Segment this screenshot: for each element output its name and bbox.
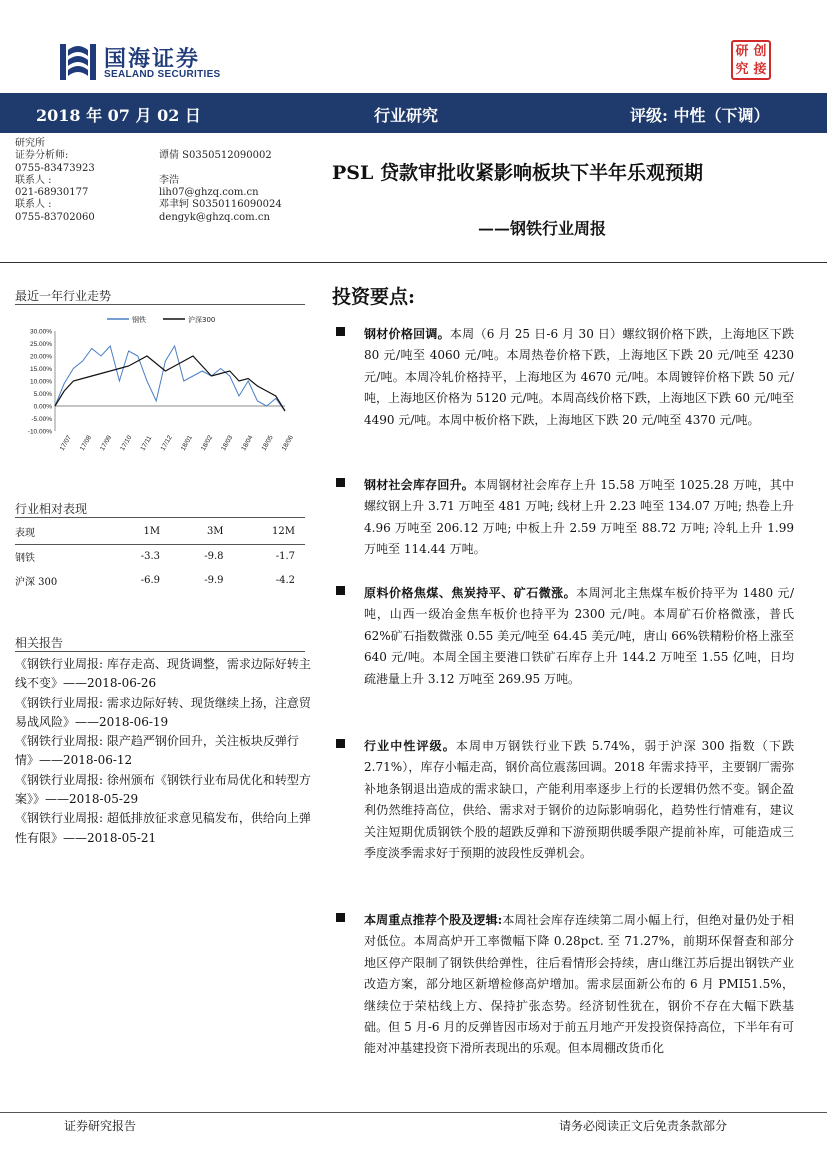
table-row	[15, 544, 305, 568]
y-tick-label: 15.00%	[29, 366, 52, 373]
section-divider	[15, 651, 305, 652]
table-cell: -9.8	[204, 550, 224, 562]
y-tick-label: -5.00%	[31, 416, 52, 423]
invest-point-head: 原料价格焦煤、焦炭持平、矿石微涨。	[364, 586, 577, 600]
invest-point-text	[364, 910, 794, 1060]
table-header-row	[15, 520, 305, 544]
y-tick-label: 30.00%	[29, 328, 52, 336]
contact-left: 021-68930177	[15, 187, 89, 199]
y-tick-label: 10.00%	[29, 378, 52, 386]
invest-point	[336, 910, 794, 1060]
invest-point-body: 本周河北主焦煤车板价持平为 1480 元/吨，山西一级冶金焦车板价也持平为 2300 元/吨。本周矿石价格微涨，普氏 62%矿石指数微涨 0.55 美元/吨至 64.45 美元/吨，唐山 66%铁精粉价格上涨至 640 元/吨。本周全国主要港口铁矿石库存上升 144.2 万吨至 1.55 亿吨，日均疏港量上升 3.12 万吨至 269.95 万吨。	[364, 586, 794, 686]
table-header: 3M	[170, 520, 233, 544]
y-tick-label: 25.00%	[29, 341, 52, 348]
y-tick-label: 5.00%	[33, 391, 52, 398]
contact-left: 证券分析师:	[15, 150, 69, 162]
report-date: 2018 年 07 月 02 日	[36, 106, 201, 125]
invest-point-body: 本周社会库存连续第二周小幅上行，但绝对量仍处于相对低位。本周高炉开工率微幅下降 0.28pct. 至 71.27%，前期环保督查和部分地区停产限制了钢铁供给弹性，往后看情形会持续，唐山继江苏后提出钢铁产业改造方案，部分地区新增检修高炉增加。需求层面新公布的 6 月 PMI51.5%，继续位于荣枯线上方、保持扩张态势。经济韧性犹在，钢价不存在大幅下跌基础。但 5 月-6 月的反弹皆因市场对于前五月地产开发投资保持高位，下半年有可能对冲基建投资下滑所表现出的乐观。但本周棚改货币化	[364, 913, 794, 1056]
seal-char: 接	[753, 61, 767, 77]
report-kind: 行业研究	[374, 106, 439, 125]
invest-point-head: 钢材价格回调。	[364, 327, 450, 341]
x-tick-label: 17/08	[78, 434, 94, 452]
invest-point	[336, 736, 794, 864]
x-tick-label: 18/02	[199, 434, 215, 452]
contact-dept	[15, 138, 315, 150]
section-divider	[15, 517, 305, 518]
contact-email[interactable]: dengyk@ghzq.com.cn	[159, 211, 270, 223]
report-title: PSL 贷款审批收紧影响板块下半年乐观预期	[332, 162, 703, 184]
contact-left: 联系人 :	[15, 199, 52, 211]
seal-char: 研	[735, 43, 749, 59]
invest-point-head: 本周重点推荐个股及逻辑:	[364, 913, 503, 927]
footer-disclaimer: 请务必阅读正文后免责条款部分	[559, 1119, 728, 1133]
seal-char: 创	[753, 43, 767, 59]
seal-char: 究	[735, 61, 749, 77]
table-cell: -9.9	[204, 574, 224, 586]
x-tick-label: 17/09	[99, 434, 114, 452]
relative-section-label: 行业相对表现	[15, 502, 88, 516]
header-divider	[0, 262, 827, 263]
contact-row	[15, 150, 315, 162]
invest-point	[336, 475, 794, 561]
contact-right: 邓聿轲 S0350116090024	[159, 199, 282, 211]
sealand-logo-icon	[58, 40, 98, 84]
y-tick-label: 0.00%	[33, 403, 52, 411]
related-report-link[interactable]: 《钢铁行业周报: 超低排放征求意见稿发布，供给向上弹性有限》——2018-05-21	[15, 811, 311, 845]
contact-row	[15, 175, 315, 187]
header-bar	[0, 93, 827, 133]
contact-right: 谭倩 S0350512090002	[159, 150, 272, 162]
invest-point-head: 行业中性评级。	[364, 739, 456, 753]
legend-label: 沪深300	[188, 316, 216, 324]
table-header: 1M	[107, 520, 170, 544]
x-tick-label: 17/12	[159, 434, 174, 452]
y-tick-label: -10.00%	[27, 428, 52, 436]
x-tick-label: 18/04	[240, 434, 255, 452]
contact-right: 李浩	[159, 174, 179, 186]
y-tick-label: 20.00%	[29, 353, 52, 361]
invest-point-text	[364, 324, 794, 431]
related-report-link[interactable]: 《钢铁行业周报: 限产趋严钢价回升，关注板块反弹行情》——2018-06-12	[15, 734, 299, 768]
contact-row	[15, 212, 315, 224]
invest-heading: 投资要点:	[332, 286, 416, 308]
legend-label: 钢铁	[132, 316, 146, 324]
table-cell: -3.3	[140, 550, 161, 562]
invest-point-body: 本周（6 月 25 日-6 月 30 日）螺纹钢价格下跌，上海地区下跌 80 元/吨至 4060 元/吨。本周热卷价格下跌，上海地区下跌 20 元/吨至 4230 元/吨。本周冷轧价格持平，上海地区为 4670 元/吨。本周镀锌价格下跌 50 元/吨，上海地区价格为 5120 元/吨。本周高线价格下跌，上海地区下跌 60 元/吨至 4490 元/吨。本周中板价格下跌，上海地区下跌 20 元/吨至 4370 元/吨。	[364, 327, 794, 427]
contact-row	[15, 163, 315, 175]
invest-point-body: 本周申万钢铁行业下跌 5.74%，弱于沪深 300 指数（下跌 2.71%），库存小幅走高，钢价高位震荡回调。2018 年需求持平，主要钢厂需弥补地条钢退出造成的需求缺口，产能利用率逐步上行的长逻辑仍然不变。钢企盈利仍然维持高位，供给、需求对于钢价的边际影响弱化，趋势性行情难有，建议关注短期优质钢铁个股的超跌反弹和下游预期供暖季限产提前补库，可能造成三季度淡季需求好于预期的波段性反弹机会。	[364, 739, 794, 861]
series-line	[55, 346, 285, 411]
x-tick-label: 18/03	[220, 434, 235, 452]
table-cell: -4.2	[275, 574, 295, 586]
x-tick-label: 17/11	[139, 434, 154, 452]
table-cell: -6.9	[140, 574, 161, 586]
contact-row	[15, 187, 315, 199]
table-cell: 沪深 300	[15, 576, 58, 588]
table-cell: -1.7	[275, 550, 295, 562]
contact-row	[15, 199, 315, 211]
bullet-icon	[336, 913, 345, 922]
brand-name-en: SEALAND SECURITIES	[104, 69, 221, 80]
bullet-icon	[336, 586, 345, 595]
invest-point	[336, 324, 794, 431]
relative-performance-table	[15, 520, 305, 592]
invest-point	[336, 583, 794, 690]
table-header: 表现	[15, 520, 107, 544]
research-seal-icon	[731, 40, 771, 80]
x-tick-label: 17/07	[58, 434, 73, 452]
related-reports-list	[15, 655, 315, 848]
report-rating: 评级: 中性（下调）	[630, 106, 770, 125]
related-report-link[interactable]: 《钢铁行业周报: 需求边际好转、现货继续上扬，注意贸易战风险》——2018-06-19	[15, 695, 311, 729]
dept-label: 研究所	[15, 138, 45, 149]
related-section-label: 相关报告	[15, 636, 64, 650]
invest-point-text	[364, 583, 794, 690]
contact-left: 0755-83473923	[15, 162, 95, 174]
x-tick-label: 18/05	[260, 434, 275, 452]
series-line	[55, 356, 285, 411]
report-subtitle: ——钢铁行业周报	[478, 219, 607, 238]
bullet-icon	[336, 478, 345, 487]
footer-divider	[0, 1112, 827, 1113]
table-row	[15, 568, 305, 592]
x-tick-label: 18/06	[280, 434, 295, 452]
brand-name-cn: 国海证券	[104, 47, 201, 72]
invest-point-head: 钢材社会库存回升。	[364, 478, 475, 492]
related-report-link[interactable]: 《钢铁行业周报: 徐州颁布《钢铁行业布局优化和转型方案》》——2018-05-29	[15, 772, 311, 807]
invest-point-text	[364, 475, 794, 561]
x-tick-label: 17/10	[119, 434, 134, 452]
table-header: 12M	[234, 520, 305, 544]
trend-section-label: 最近一年行业走势	[15, 289, 112, 303]
table-cell: 钢铁	[15, 552, 35, 564]
bullet-icon	[336, 327, 345, 336]
footer-left: 证券研究报告	[64, 1119, 137, 1133]
analyst-contacts	[15, 138, 315, 224]
contact-left: 0755-83702060	[15, 211, 95, 223]
contact-left: 联系人 :	[15, 174, 52, 186]
related-report-link[interactable]: 《钢铁行业周报: 库存走高、现货调整，需求边际好转主线不变》——2018-06-26	[15, 657, 311, 691]
brand-logo	[58, 40, 258, 84]
contact-email[interactable]: lih07@ghzq.com.cn	[159, 187, 259, 199]
invest-point-text	[364, 736, 794, 864]
x-tick-label: 18/01	[179, 434, 194, 452]
invest-point-body: 本周钢材社会库存上升 15.58 万吨至 1025.28 万吨，其中螺纹钢上升 3.71 万吨至 481 万吨; 线材上升 2.23 吨至 134.07 万吨; 热卷上升 4.96 万吨至 206.12 万吨; 中板上升 2.59 万吨至 88.72 万吨; 冷轧上升 1.99 万吨至 114.44 万吨。	[364, 478, 794, 557]
bullet-icon	[336, 739, 345, 748]
industry-trend-chart	[15, 305, 302, 480]
